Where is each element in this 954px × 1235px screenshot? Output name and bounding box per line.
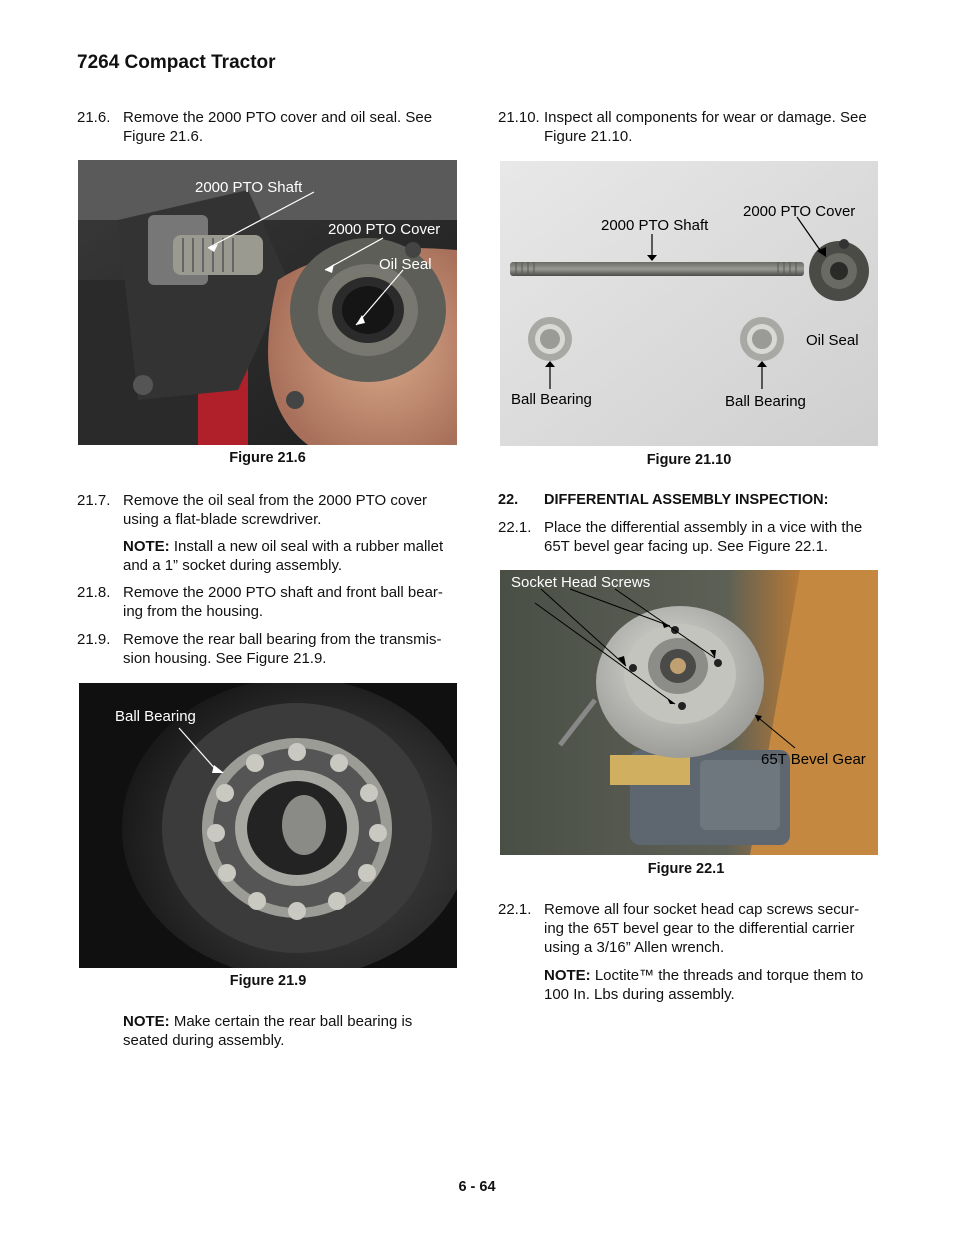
figure-21-10-label-cover: 2000 PTO Cover [743, 203, 856, 220]
note-label: NOTE: [123, 538, 170, 555]
figure-21-6-caption: Figure 21.6 [229, 450, 306, 466]
section-number: 22. [498, 492, 519, 508]
step-text: Remove the rear ball bearing from the transmis-sion housing. See Figure 21.9. [123, 631, 442, 667]
figure-22-1-photo [500, 570, 878, 855]
figure-22-1-label-screws: Socket Head Screws [511, 574, 651, 591]
note-text: Install a new oil seal with a rubber mallet and a 1” socket during assembly. [123, 538, 444, 574]
figure-21-6-label-cover: 2000 PTO Cover [328, 221, 441, 238]
step-text: Inspect all components for wear or damage. See Figure 21.10. [544, 109, 867, 145]
figure-21-9-label-bearing: Ball Bearing [115, 708, 196, 725]
step-text: Remove the 2000 PTO cover and oil seal. See Figure 21.6. [123, 109, 433, 145]
step-number: 21.9. [77, 631, 111, 648]
page-number: 6 - 64 [458, 1179, 496, 1195]
step-21-9-note [123, 1012, 457, 1050]
step-21-7 [77, 491, 457, 531]
step-number: 21.8. [77, 584, 111, 601]
section-22-heading [498, 492, 878, 512]
figure-21-6-photo [78, 160, 457, 445]
step-text: Remove the 2000 PTO shaft and front ball bear-ing from the housing. [123, 584, 443, 620]
step-number: 22.1. [498, 519, 532, 536]
figure-22-1-caption: Figure 22.1 [647, 861, 725, 877]
figure-21-10-label-seal: Oil Seal [806, 332, 859, 349]
step-number: 22.1. [498, 901, 532, 918]
figure-21-10-caption: Figure 21.10 [646, 452, 732, 468]
step-text: Place the differential assembly in a vice with the 65T bevel gear facing up. See Figure 22.1. [544, 519, 863, 555]
figure-21-9-photo [79, 683, 457, 968]
figure-21-10-label-bearing-left: Ball Bearing [511, 391, 592, 408]
step-number: 21.10. [498, 109, 540, 126]
figure-21-10-label-shaft: 2000 PTO Shaft [601, 217, 709, 234]
step-22-1b [498, 900, 878, 960]
figure-21-9-caption: Figure 21.9 [229, 973, 307, 989]
step-number: 21.7. [77, 492, 111, 509]
figure-21-6-label-shaft: 2000 PTO Shaft [195, 179, 303, 196]
step-text: Remove all four socket head cap screws secur-ing the 65T bevel gear to the differential carrier using a 3/16” Allen wrench. [544, 901, 860, 956]
step-22-1b-note [544, 966, 878, 1004]
step-21-6 [77, 108, 457, 148]
step-21-10 [498, 108, 878, 148]
section-title: DIFFERENTIAL ASSEMBLY INSPECTION: [544, 492, 829, 508]
step-number: 21.6. [77, 109, 111, 126]
step-21-7-note [123, 537, 457, 575]
note-text: Make certain the rear ball bearing is seated during assembly. [123, 1013, 413, 1049]
figure-21-10-label-bearing-right: Ball Bearing [725, 393, 806, 410]
figure-21-10-photo [500, 161, 878, 446]
step-text: Remove the oil seal from the 2000 PTO cover using a flat-blade screwdriver. [123, 492, 428, 528]
step-22-1a [498, 518, 878, 558]
figure-21-6-label-seal: Oil Seal [379, 256, 432, 273]
page-title: 7264 Compact Tractor [77, 52, 276, 73]
note-label: NOTE: [123, 1013, 170, 1030]
note-text: Loctite™ the threads and torque them to 100 In. Lbs during assembly. [544, 967, 864, 1003]
figure-22-1-label-gear: 65T Bevel Gear [761, 751, 866, 768]
step-21-8 [77, 583, 457, 623]
step-21-9 [77, 630, 457, 670]
note-label: NOTE: [544, 967, 591, 984]
